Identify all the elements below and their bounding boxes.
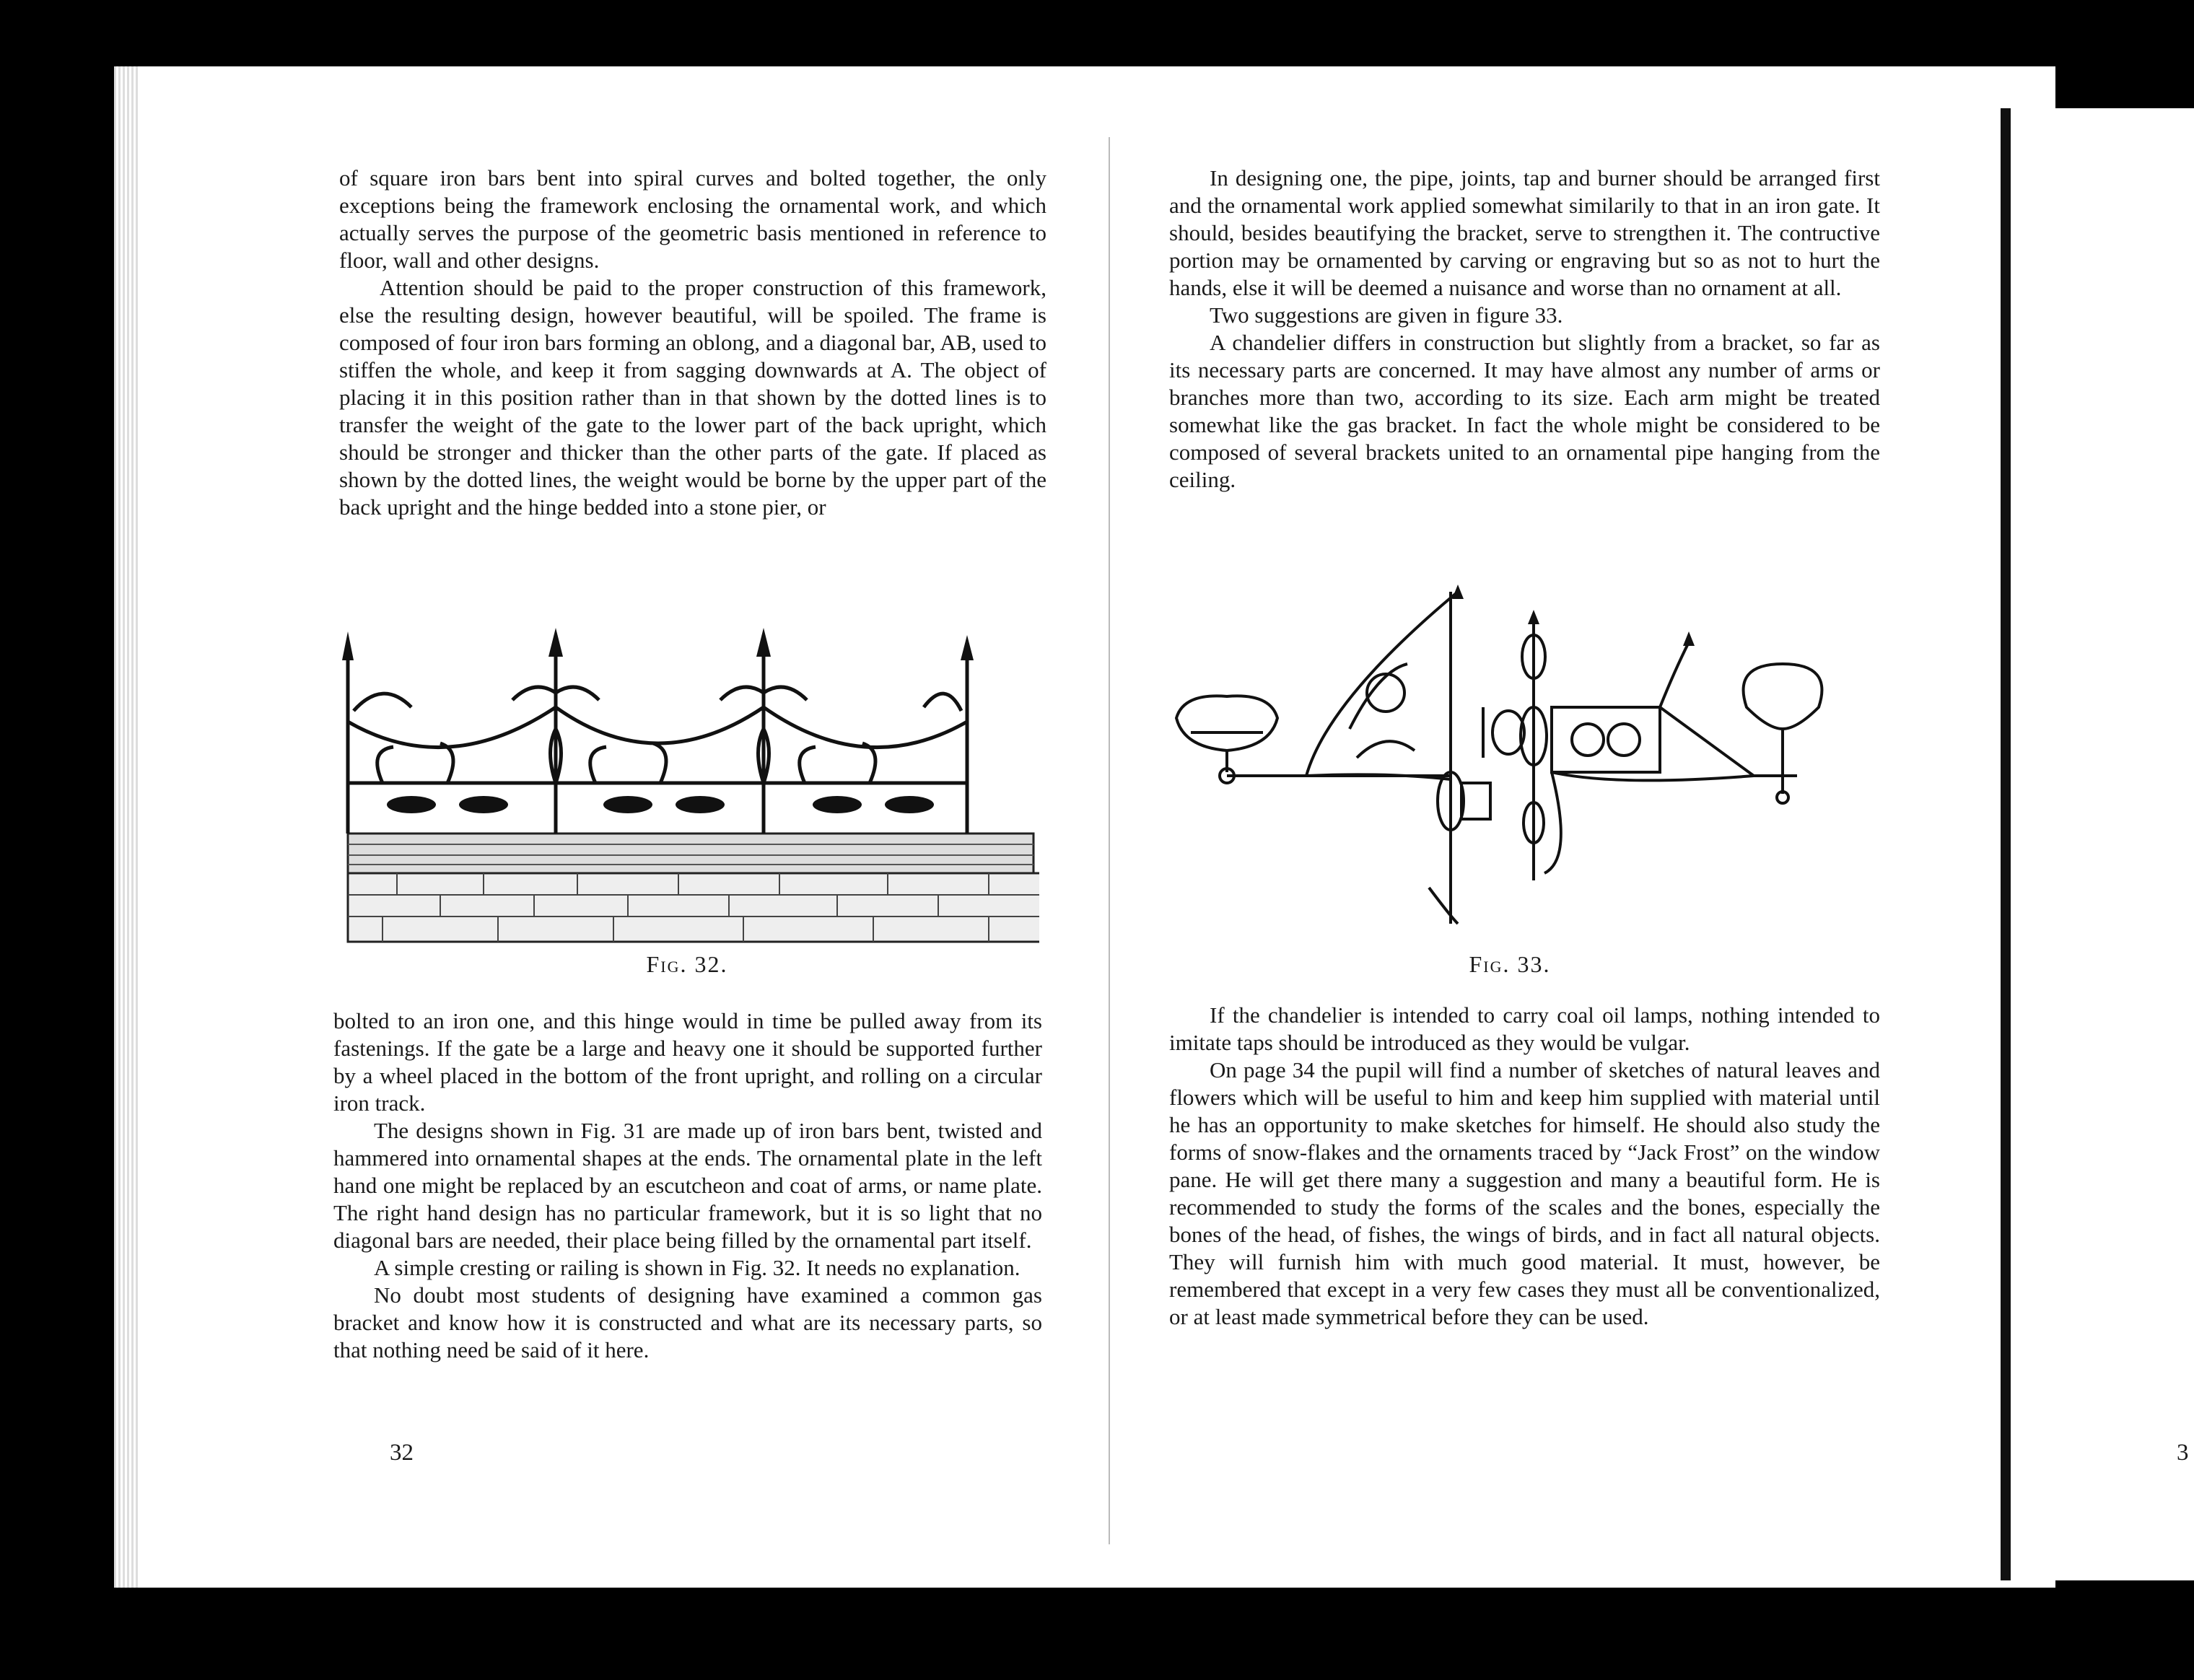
paragraph: Attention should be paid to the proper construction of this framework, else the resulting design, however beautiful, will be spoiled. The frame is composed of four iron bars forming an oblong, and a diagonal bar, AB, used to stiffen the whole, and keep it from sagging downwards at A. The object of placing it in this position rather than in that shown by the dotted lines is to transfer the weight of the gate to the lower part of the back upright, which should be stronger and thicker than the other parts of the gate. If placed as shown by the dotted lines, the weight would be borne by the upper part of the back upright and the hinge bedded into a stone pier, or <box>339 275 1046 520</box>
paragraph: If the chandelier is intended to carry coal oil lamps, nothing intended to imitate taps should be introduced as they would be vulgar. <box>1169 1002 1880 1055</box>
right-page-text-top <box>1169 165 1880 494</box>
next-page-edge <box>2001 108 2194 1580</box>
center-gutter <box>1109 137 1110 1544</box>
page-number: 32 <box>390 1440 414 1466</box>
page-edge-stack <box>114 66 139 1588</box>
paragraph: Two suggestions are given in figure 33. <box>1210 302 1563 328</box>
figure-32-railing-illustration <box>339 628 1039 953</box>
paragraph: The designs shown in Fig. 31 are made up of iron bars bent, twisted and hammered into ornamental shapes at the ends. The ornamental plate in the left hand one might be replaced by an escutcheon and coat of arms, or name plate. The right hand design has no particular framework, but it is so light that no diagonal bars are needed, their place being filled by the ornamental part itself. <box>333 1118 1042 1253</box>
left-page-text-top <box>339 165 1046 521</box>
paragraph: A simple cresting or railing is shown in Fig. 32. It needs no explanation. <box>374 1255 1020 1280</box>
paragraph: bolted to an iron one, and this hinge would in time be pulled away from its fastenings. If the gate be a large and heavy one it should be supported further by a wheel placed in the bottom of the front upright, and rolling on a circular iron track. <box>333 1008 1042 1116</box>
left-page-text-bottom <box>333 1007 1042 1364</box>
paragraph: No doubt most students of designing have examined a common gas bracket and know how it is constructed and what are its necessary parts, so that nothing need be said of it here. <box>333 1282 1042 1362</box>
figure-33-gas-brackets-illustration <box>1169 585 1840 945</box>
paragraph: On page 34 the pupil will find a number of sketches of natural leaves and flowers which will be useful to him and keep him supplied with material until he has an opportunity to make sketches for himself. He should also study the forms of snow-flakes and the ornaments traced by “Jack Frost” on the window pane. He will get there many a suggestion and many a beautiful form. He is recommended to study the forms of the scales and the bones, especially the bones of the head, of fishes, the wings of birds, and in fact all natural objects. They will furnish him with much good material. It must, however, be remembered that except in a very few cases they must all be conventionalized, or at least made symmetrical before they can be used. <box>1169 1057 1880 1329</box>
paragraph: of square iron bars bent into spiral curves and bolted together, the only exceptions being the framework enclosing the ornamental work, and which actually serves the purpose of the geometric basis mentioned in reference to floor, wall and other designs. <box>339 165 1046 273</box>
figure-32-caption: Fig. 32. <box>646 951 728 977</box>
next-page-number-partial: 3 <box>2177 1440 2189 1466</box>
figure-33-caption: Fig. 33. <box>1469 951 1551 977</box>
right-page-text-bottom <box>1169 1002 1880 1331</box>
paragraph: In designing one, the pipe, joints, tap and burner should be arranged first and the ornamental work applied somewhat similarily to that in an iron gate. It should, besides beautifying the bracket, serve to strengthen it. The contructive portion may be ornamented by carving or engraving but so as not to hurt the hands, else it will be deemed a nuisance and worse than no ornament at all. <box>1169 165 1880 300</box>
paragraph: A chandelier differs in construction but slightly from a bracket, so far as its necessary parts are concerned. It may have almost any number of arms or branches more than two, according to its size. Each arm might be treated somewhat like the gas bracket. In fact the whole might be considered to be composed of several brackets united to an ornamental pipe hanging from the ceiling. <box>1169 330 1880 492</box>
